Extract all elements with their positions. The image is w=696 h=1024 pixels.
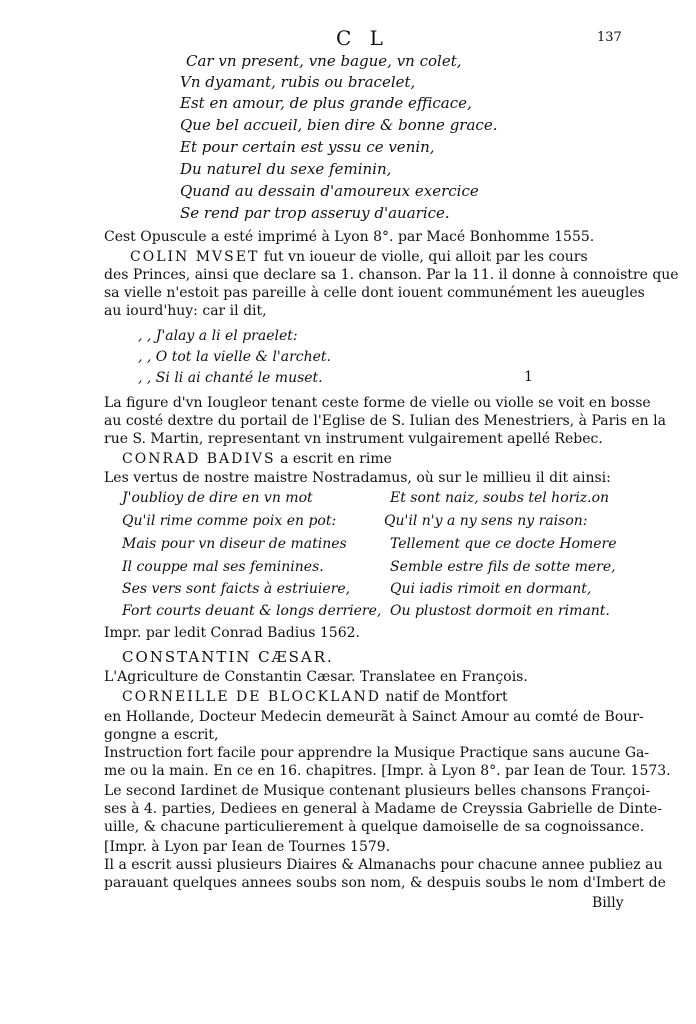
author-name: CORNEILLE DE BLOCKLAND bbox=[122, 689, 382, 705]
print-note: Cest Opuscule a esté imprimé à Lyon 8°. par Macé Bonhomme 1555. bbox=[104, 229, 595, 245]
body-line: me ou la main. En ce en 16. chapitres. [Impr. à Lyon 8°. par Iean de Tour. 1573. bbox=[104, 763, 671, 779]
verse-line: Quand au dessain d'amoureux exercice bbox=[180, 182, 479, 200]
body-line: en Hollande, Docteur Medecin demeurãt à Sainct Amour au comté de Bour- bbox=[104, 709, 644, 725]
quote-line: , , J'alay a li el praelet: bbox=[138, 328, 298, 344]
body-line: gongne a escrit, bbox=[104, 727, 219, 743]
verse-line: Car vn present, vne bague, vn colet, bbox=[186, 52, 462, 70]
quote-line: , , Si li ai chanté le muset. bbox=[138, 370, 323, 386]
body-line: au costé dextre du portail de l'Eglise de S. Iulian des Menestriers, à Paris en la bbox=[104, 413, 666, 429]
verse-left: J'oublioy de dire en vn mot bbox=[122, 490, 313, 506]
body-line: uille, & chacune particulierement à quelque damoiselle de sa cognoissance. bbox=[104, 819, 645, 835]
author-name: CONSTANTIN CÆSAR. bbox=[122, 648, 334, 666]
verse-line: Et pour certain est yssu ce venin, bbox=[180, 138, 435, 156]
body-line: des Princes, ainsi que declare sa 1. chanson. Par la 11. il donne à connoistre que bbox=[104, 267, 679, 283]
verse-right: Semble estre fils de sotte mere, bbox=[390, 559, 616, 575]
print-note: Impr. par ledit Conrad Badius 1562. bbox=[104, 625, 360, 641]
verse-right: Ou plustost dormoit en rimant. bbox=[390, 603, 610, 619]
verse-line: Que bel accueil, bien dire & bonne grace. bbox=[180, 116, 498, 134]
body-line: Il a escrit aussi plusieurs Diaires & Almanachs pour chacune annee publiez au bbox=[104, 857, 663, 873]
running-head: C L bbox=[336, 26, 389, 50]
quote-line: , , O tot la vielle & l'archet. bbox=[138, 349, 331, 365]
verse-left: Fort courts deuant & longs derriere, bbox=[122, 603, 382, 619]
verse-right: Qui iadis rimoit en dormant, bbox=[390, 581, 592, 597]
body-line: Instruction fort facile pour apprendre la Musique Practique sans aucune Ga- bbox=[104, 745, 650, 761]
author-name: CONRAD BADIVS bbox=[122, 451, 276, 467]
body-line: sa vielle n'estoit pas pareille à celle dont iouent communément les aueugles bbox=[104, 285, 645, 301]
author-name: COLIN MVSET bbox=[130, 249, 260, 265]
verse-left: Qu'il rime comme poix en pot: bbox=[122, 513, 337, 529]
verse-line: Vn dyamant, rubis ou bracelet, bbox=[180, 73, 416, 91]
body-line: L'Agriculture de Constantin Cæsar. Translatee en François. bbox=[104, 669, 528, 685]
verse-line: Se rend par trop asseruy d'auarice. bbox=[180, 204, 450, 222]
page-number: 137 bbox=[597, 30, 622, 45]
body-line: [Impr. à Lyon par Iean de Tournes 1579. bbox=[104, 839, 391, 855]
verse-right: Et sont naiz, soubs tel horiz.on bbox=[390, 490, 610, 506]
verse-left: Il couppe mal ses feminines. bbox=[122, 559, 324, 575]
body-line: Billy bbox=[592, 895, 624, 911]
body-line: rue S. Martin, representant vn instrument vulgairement apellé Rebec. bbox=[104, 431, 603, 447]
conrad-entry-line: CONRAD BADIVS a escrit en rime bbox=[122, 451, 392, 467]
body-line: parauant quelques annees soubs son nom, & despuis soubs le nom d'Imbert de bbox=[104, 875, 666, 891]
verse-right: Tellement que ce docte Homere bbox=[390, 536, 617, 552]
body-line: Le second Iardinet de Musique contenant plusieurs belles chansons Françoi- bbox=[104, 783, 651, 799]
body-line: La figure d'vn Iougleor tenant ceste forme de vielle ou violle se voit en bosse bbox=[104, 395, 651, 411]
colin-entry-line: COLIN MVSET fut vn ioueur de violle, qui alloit par les cours bbox=[130, 249, 588, 265]
marginal-mark: 1 bbox=[524, 369, 533, 385]
verse-line: Est en amour, de plus grande efficace, bbox=[180, 94, 472, 112]
verse-left: Mais pour vn diseur de matines bbox=[122, 536, 347, 552]
body-line: ses à 4. parties, Dediees en general à Madame de Creyssia Gabrielle de Dinte- bbox=[104, 801, 663, 817]
body-line: au iourd'huy: car il dit, bbox=[104, 303, 267, 319]
body-line: Les vertus de nostre maistre Nostradamus, où sur le millieu il dit ainsi: bbox=[104, 470, 611, 486]
verse-left: Ses vers sont faicts à estriuiere, bbox=[122, 581, 351, 597]
corneille-entry-line: CORNEILLE DE BLOCKLAND natif de Montfort bbox=[122, 689, 508, 705]
verse-line: Du naturel du sexe feminin, bbox=[180, 160, 392, 178]
verse-right: Qu'il n'y a ny sens ny raison: bbox=[384, 513, 588, 529]
